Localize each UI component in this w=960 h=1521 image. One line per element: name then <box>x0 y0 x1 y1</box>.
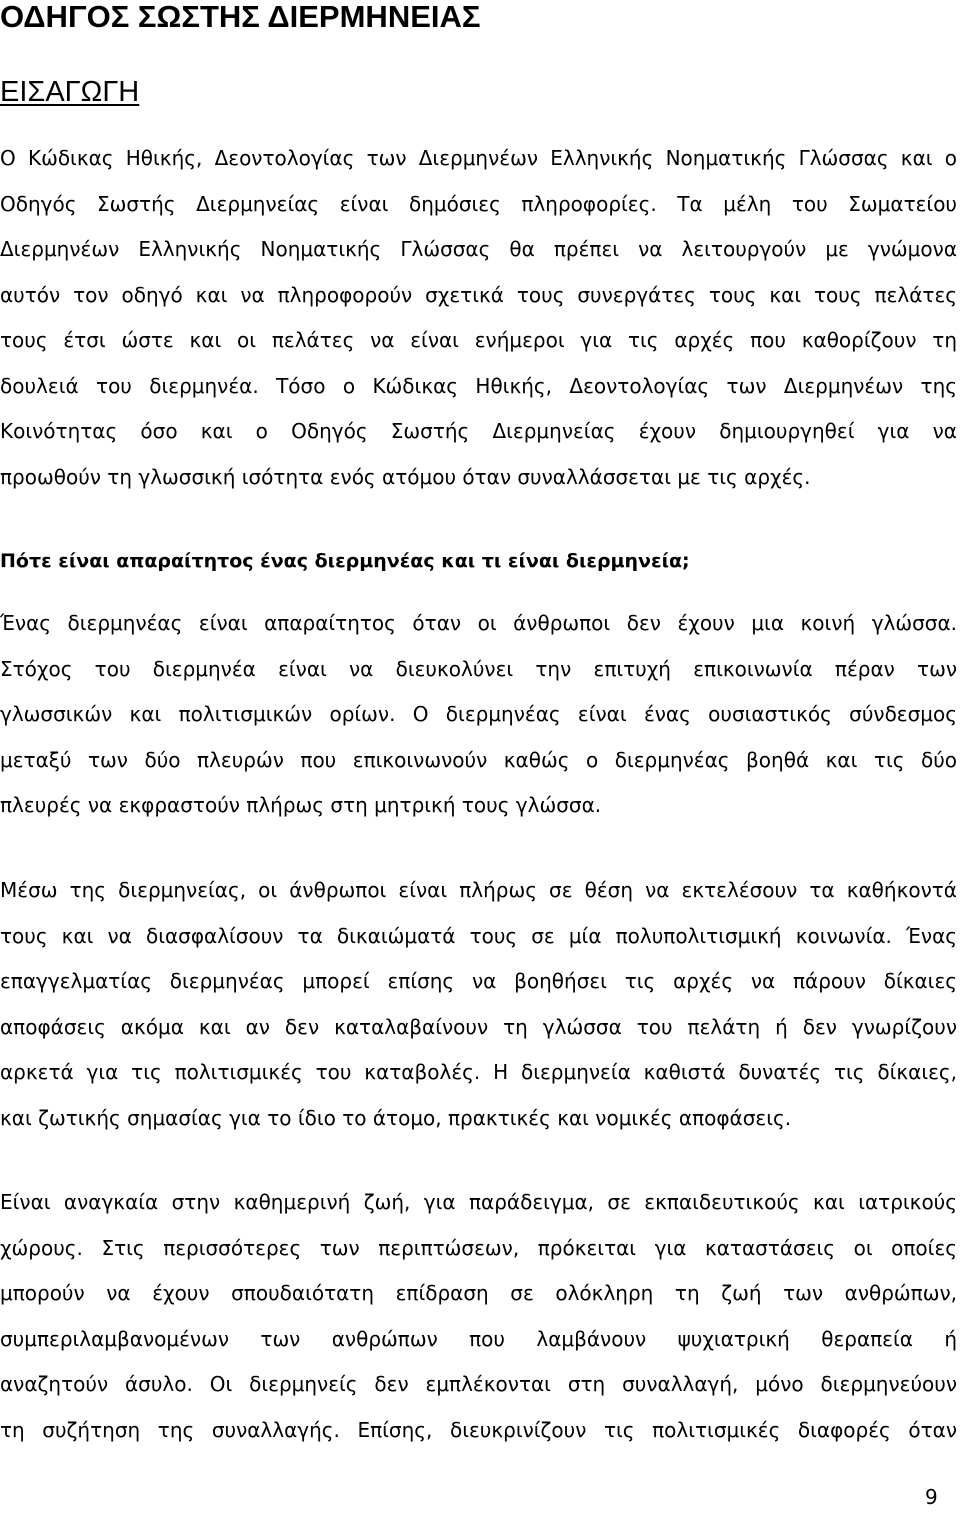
interpreter-necessity-paragraph <box>0 601 957 829</box>
document-title: ΟΔΗΓΟΣ ΣΩΣΤΗΣ ΔΙΕΡΜΗΝΕΙΑΣ <box>0 0 481 34</box>
paragraph-line: Κοινότητας όσο και ο Οδηγός Σωστής Διερμηνείας έχουν δημιουργηθεί για να <box>0 419 957 443</box>
paragraph-line: Ο Κώδικας Ηθικής, Δεοντολογίας των Διερμηνέων Ελληνικής Νοηματικής Γλώσσας και ο <box>0 146 957 170</box>
paragraph-line: τους έτσι ώστε και οι πελάτες να είναι ενήμεροι για τις αρχές που καθορίζουν τη <box>0 328 957 352</box>
paragraph-line: αναζητούν άσυλο. Οι διερμηνείς δεν εμπλέκονται στη συναλλαγή, μόνο διερμηνεύουν <box>0 1372 957 1396</box>
paragraph-line: γλωσσικών και πολιτισμικών ορίων. Ο διερμηνέας είναι ένας ουσιαστικός σύνδεσμος <box>0 702 957 726</box>
paragraph-line: και ζωτικής σημασίας για το ίδιο το άτομο, πρακτικές και νομικές αποφάσεις. <box>0 1105 792 1130</box>
paragraph-line: τους και να διασφαλίσουν τα δικαιώματά τους σε μία πολυπολιτισμική κοινωνία. Ένας <box>0 923 957 948</box>
paragraph-line: αυτόν τον οδηγό και να πληροφορούν σχετικά τους συνεργάτες τους και τους πελάτες <box>0 282 957 307</box>
paragraph-line: μπορούν να έχουν σπουδαιότατη επίδραση σε ολόκληρη τη ζωή των ανθρώπων, <box>0 1281 957 1305</box>
paragraph-line: μεταξύ των δύο πλευρών που επικοινωνούν καθώς ο διερμηνέας βοηθά και τις δύο <box>0 747 957 772</box>
paragraph-line: αποφάσεις ακόμα και αν δεν καταλαβαίνουν τη γλώσσα του πελάτη ή δεν γνωρίζουν <box>0 1014 957 1039</box>
paragraph-line: επαγγελματίας διερμηνέας μπορεί επίσης να βοηθήσει τις αρχές να πάρουν δίκαιες <box>0 969 957 993</box>
paragraph-line: Διερμηνέων Ελληνικής Νοηματικής Γλώσσας θα πρέπει να λειτουργούν με γνώμονα <box>0 237 957 261</box>
paragraph-line: πλευρές να εκφραστούν πλήρως στη μητρική τους γλώσσα. <box>0 793 602 817</box>
paragraph-line: Στόχος του διερμηνέα είναι να διευκολύνει την επιτυχή επικοινωνία πέραν των <box>0 656 957 681</box>
intro-paragraph <box>0 136 957 500</box>
paragraph-line: χώρους. Στις περισσότερες των περιπτώσεων, πρόκειται για καταστάσεις οι οποίες <box>0 1235 957 1260</box>
paragraph-line: προωθούν τη γλωσσική ισότητα ενός ατόμου όταν συναλλάσσεται με τις αρχές. <box>0 464 811 489</box>
paragraph-line: δουλειά του διερμηνέα. Τόσο ο Κώδικας Ηθικής, Δεοντολογίας των Διερμηνέων της <box>0 373 957 398</box>
paragraph-line: Οδηγός Σωστής Διερμηνείας είναι δημόσιες πληροφορίες. Τα μέλη του Σωματείου <box>0 191 957 216</box>
everyday-necessity-paragraph <box>0 1180 957 1453</box>
page-number: 9 <box>925 1485 938 1509</box>
interpretation-rights-paragraph <box>0 868 957 1141</box>
paragraph-line: τη συζήτηση της συναλλαγής. Επίσης, διευκρινίζουν τις πολιτισμικές διαφορές όταν <box>0 1417 957 1442</box>
section-heading-introduction: ΕΙΣΑΓΩΓΗ <box>0 76 140 108</box>
paragraph-line: Είναι αναγκαία στην καθημερινή ζωή, για παράδειγμα, σε εκπαιδευτικούς και ιατρικούς <box>0 1190 957 1214</box>
paragraph-line: αρκετά για τις πολιτισμικές του καταβολές. Η διερμηνεία καθιστά δυνατές τις δίκαιες, <box>0 1060 957 1084</box>
paragraph-line: Μέσω της διερμηνείας, οι άνθρωποι είναι πλήρως σε θέση να εκτελέσουν τα καθήκοντά <box>0 878 957 902</box>
paragraph-line: Ένας διερμηνέας είναι απαραίτητος όταν οι άνθρωποι δεν έχουν μια κοινή γλώσσα. <box>0 611 957 635</box>
question-heading: Πότε είναι απαραίτητος ένας διερμηνέας και τι είναι διερμηνεία; <box>0 550 690 572</box>
paragraph-line: συμπεριλαμβανομένων των ανθρώπων που λαμβάνουν ψυχιατρική θεραπεία ή <box>0 1326 957 1351</box>
